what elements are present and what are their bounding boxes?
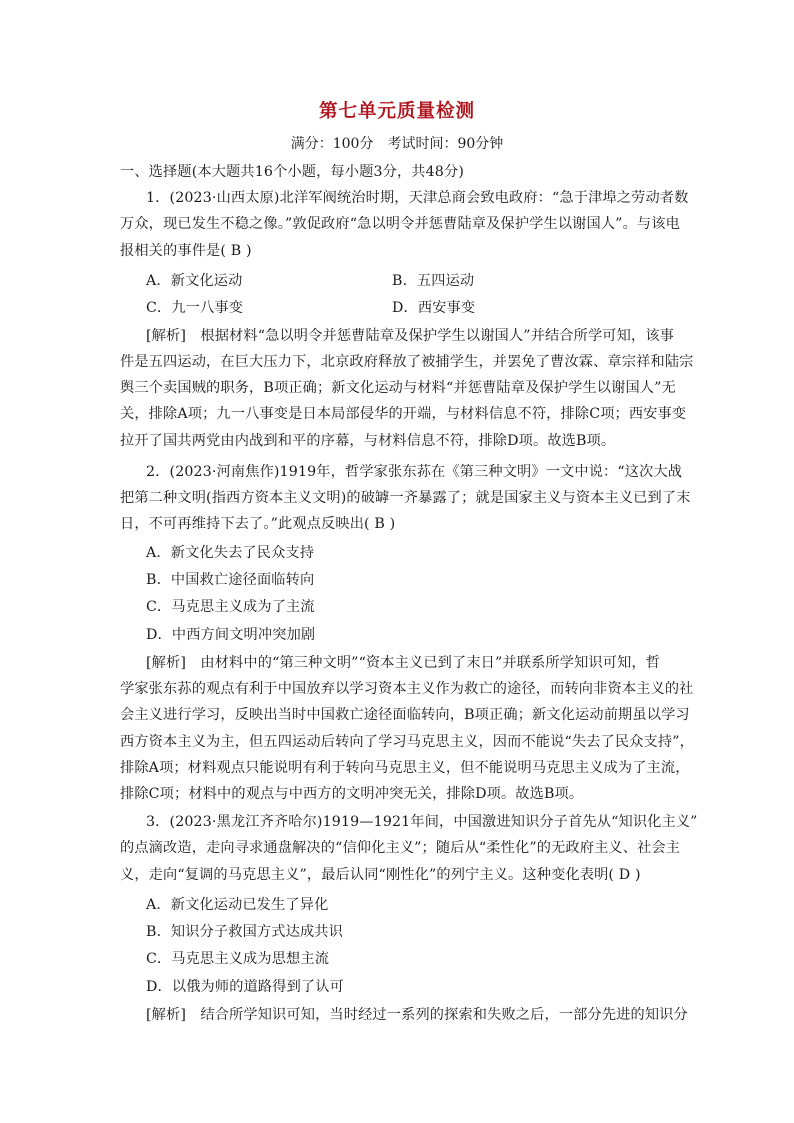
q3-analysis-line1: [解析] 结合所学知识可知，当时经过一系列的探索和失败之后，一部分先进的知识分 bbox=[146, 1007, 688, 1023]
q2-analysis-line2: 学家张东荪的观点有利于中国放弃以学习资本主义作为救亡的途径，而转向非资本主义的社 bbox=[120, 681, 694, 697]
exam-info: 满分：100分 考试时间：90分钟 bbox=[290, 136, 504, 152]
q2-option-d: D．中西方间文明冲突加剧 bbox=[146, 627, 316, 643]
q1-option-b: B．五四运动 bbox=[392, 273, 475, 289]
page-title: 第七单元质量检测 bbox=[318, 101, 475, 122]
q1-analysis-line5: 拉开了国共两党由内战到和平的序幕，与材料信息不符，排除D项。故选B项。 bbox=[120, 433, 616, 449]
q3-option-b: B．知识分子救国方式达成共识 bbox=[146, 924, 343, 940]
q2-option-c: C．马克思主义成为了主流 bbox=[146, 599, 315, 615]
q2-analysis-line3: 会主义进行学习，反映出当时中国救亡途径面临转向，B项正确；新文化运动前期虽以学习 bbox=[120, 707, 690, 723]
q1-analysis-line1: [解析] 根据材料“急以明令并惩曹陆章及保护学生以谢国人”并结合所学可知，该事 bbox=[146, 328, 674, 344]
q2-analysis-line1: [解析] 由材料中的“第三种文明”“资本主义已到了末日”并联系所学知识可知，哲 bbox=[146, 655, 661, 671]
q3-stem-line3: 义，走向“复调的马克思主义”，最后认同“刚性化”的列宁主义。这种变化表明( D ) bbox=[120, 867, 641, 883]
q1-option-a: A．新文化运动 bbox=[146, 273, 243, 289]
q1-option-c: C．九一八事变 bbox=[146, 300, 244, 316]
q3-stem-line2: 的点滴改造，走向寻求通盘解决的“信仰化主义”；随后从“柔性化”的无政府主义、社会主 bbox=[120, 840, 681, 856]
q1-analysis-line2: 件是五四运动，在巨大压力下，北京政府释放了被捕学生，并罢免了曹汝霖、章宗祥和陆宗 bbox=[120, 354, 694, 370]
q2-analysis-line5: 排除A项；材料观点只能说明有利于转向马克思主义，但不能说明马克思主义成为了主流， bbox=[120, 760, 690, 776]
q1-analysis-line3: 舆三个卖国贼的职务，B项正确；新文化运动与材料“并惩曹陆章及保护学生以谢国人”无 bbox=[120, 380, 676, 396]
q2-option-a: A．新文化失去了民众支持 bbox=[146, 545, 315, 561]
q2-option-b: B．中国救亡途径面临转向 bbox=[146, 572, 315, 588]
section-heading: 一、选择题(本大题共16个小题，每小题3分，共48分) bbox=[120, 164, 465, 180]
q3-option-a: A．新文化运动已发生了异化 bbox=[146, 897, 329, 913]
q3-option-c: C．马克思主义成为思想主流 bbox=[146, 951, 330, 967]
q2-analysis-line6: 排除C项；材料中的观点与中西方的文明冲突无关，排除D项。故选B项。 bbox=[120, 786, 584, 802]
q1-stem-line3: 报相关的事件是( B ) bbox=[120, 243, 252, 259]
q3-option-d: D．以俄为师的道路得到了认可 bbox=[146, 979, 344, 995]
q1-stem-line1: 1．(2023·山西太原)北洋军阀统治时期，天津总商会致电政府：“急于津埠之劳动者数 bbox=[146, 190, 689, 206]
q2-stem-line2: 把第二种文明(指西方资本主义文明)的破罅一齐暴露了；就是国家主义与资本主义已到了末 bbox=[120, 490, 691, 506]
q2-stem-line1: 2．(2023·河南焦作)1919年，哲学家张东荪在《第三种文明》一文中说：“这次大战 bbox=[146, 464, 683, 480]
q2-stem-line3: 日，不可再维持下去了。”此观点反映出( B ) bbox=[120, 516, 396, 532]
q1-analysis-line4: 关，排除A项；九一八事变是日本局部侵华的开端，与材料信息不符，排除C项；西安事变 bbox=[120, 406, 687, 422]
q2-analysis-line4: 西方资本主义为主，但五四运动后转向了学习马克思主义，因而不能说“失去了民众支持”， bbox=[120, 734, 694, 750]
q1-option-d: D．西安事变 bbox=[392, 300, 476, 316]
q1-stem-line2: 万众，现已发生不稳之像。”敦促政府“急以明令并惩曹陆章及保护学生以谢国人”。与该电 bbox=[120, 216, 680, 232]
q3-stem-line1: 3．(2023·黑龙江齐齐哈尔)1919—1921年间，中国激进知识分子首先从“知识化主义” bbox=[146, 814, 698, 830]
